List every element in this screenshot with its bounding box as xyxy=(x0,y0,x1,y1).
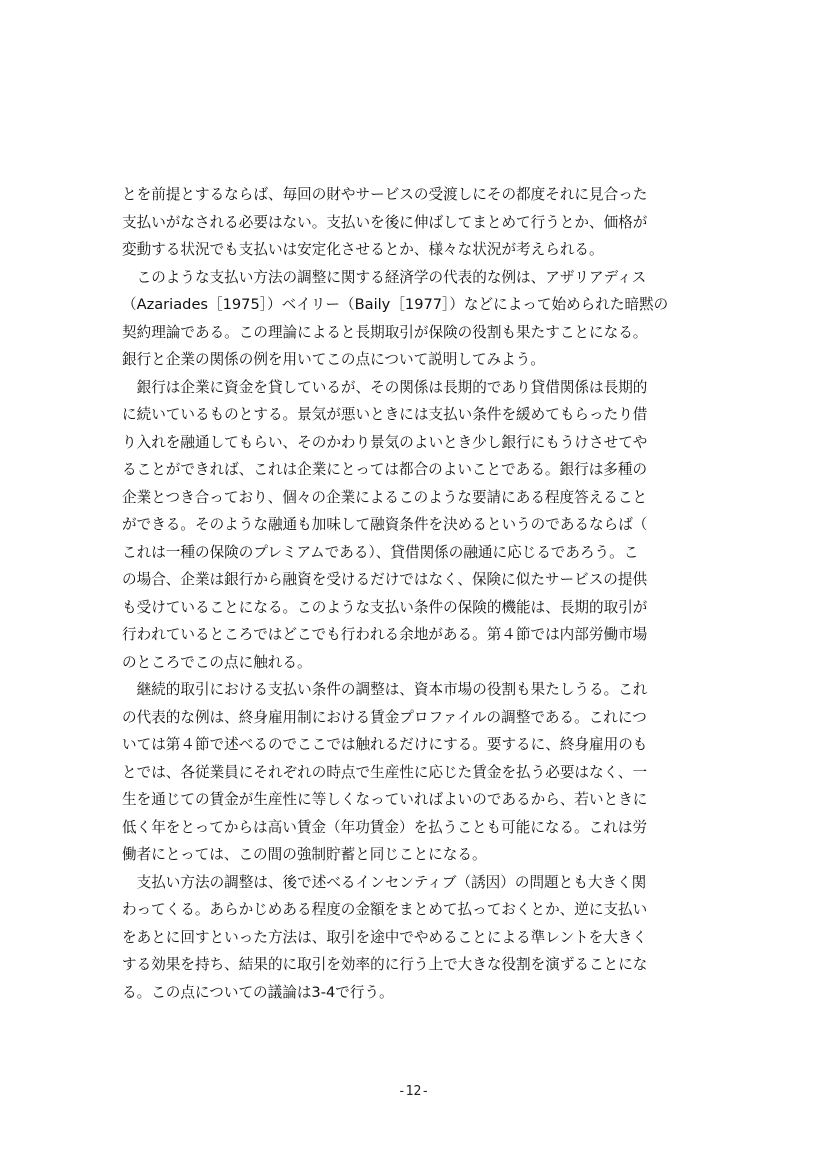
text-line: 働者にとっては、この間の強制貯蓄と同じことになる。 xyxy=(122,846,487,863)
text-line: とでは、各従業員にそれぞれの時点で生産性に応じた賃金を払う必要はなく、一 xyxy=(122,763,648,781)
text-line: このような支払い方法の調整に関する経済学の代表的な例は、アザリアディス xyxy=(122,268,647,286)
text-line: も受けていることになる。このような支払い条件の保険的機能は、長期的取引が xyxy=(122,598,648,616)
text-line: （Azariades［1975］）ベイリー（Baily［1977］）などによって始められた暗黙の xyxy=(122,296,669,313)
text-line: 変動する状況でも支払いは安定化させるとか、様々な状況が考えられる。 xyxy=(122,241,604,258)
text-line: る。この点についての議論は3-4で行う。 xyxy=(122,983,394,1001)
text-line: 支払いがなされる必要はない。支払いを後に伸ばしてまとめて行うとか、価格が xyxy=(122,213,648,231)
text-line: 支払い方法の調整は、後で述べるインセンティブ（誘因）の問題とも大きく関 xyxy=(122,873,647,891)
text-line: ができる。そのような融通も加味して融資条件を決めるというのであるならば（ xyxy=(122,516,648,533)
text-line: の代表的な例は、終身雇用制における賃金プロファイルの調整である。これにつ xyxy=(122,708,647,726)
text-line: 銀行と企業の関係の例を用いてこの点について説明してみよう。 xyxy=(122,351,545,368)
body-text xyxy=(122,181,722,1006)
text-line: 銀行は企業に資金を貸しているが、その関係は長期的であり貸借関係は長期的 xyxy=(122,378,648,396)
text-line: 生を通じての賃金が生産性に等しくなっていればよいのであるから、若いときに xyxy=(122,791,648,808)
text-line: ることができれば、これは企業にとっては都合のよいことである。銀行は多種の xyxy=(122,461,648,478)
text-line: に続いているものとする。景気が悪いときには支払い条件を緩めてもらったり借 xyxy=(122,406,648,423)
text-line: これは一種の保険のプレミアムである）、貸借関係の融通に応じるであろう。こ xyxy=(122,543,639,561)
page-number: -12- xyxy=(397,1084,430,1099)
text-line: をあとに回すといった方法は、取引を途中でやめることによる準レントを大きく xyxy=(122,928,648,946)
text-line: 契約理論である。この理論によると長期取引が保険の役割も果たすことになる。 xyxy=(122,323,648,341)
text-line: わってくる。あらかじめある程度の金額をまとめて払っておくとか、逆に支払い xyxy=(122,901,648,918)
text-line: 低く年をとってからは高い賃金（年功賃金）を払うことも可能になる。これは労 xyxy=(122,818,648,836)
text-line: 継続的取引における支払い条件の調整は、資本市場の役割も果たしうる。これ xyxy=(122,681,648,698)
text-line: とを前提とするならば、毎回の財やサービスの受渡しにその都度それに見合った xyxy=(122,186,648,203)
text-line: 行われているところではどこでも行われる余地がある。第４節では内部労働市場 xyxy=(122,626,648,643)
text-line: のところでこの点に触れる。 xyxy=(122,653,312,671)
text-line: の場合、企業は銀行から融資を受けるだけではなく、保険に似たサービスの提供 xyxy=(122,571,648,588)
text-line: 企業とつき合っており、個々の企業によるこのような要請にある程度答えること xyxy=(122,488,648,506)
text-line: いては第４節で述べるのでここでは触れるだけにする。要するに、終身雇用のも xyxy=(122,736,648,753)
text-line: り入れを融通してもらい、そのかわり景気のよいとき少し銀行にもうけさせてや xyxy=(122,433,648,451)
text-line: する効果を持ち、結果的に取引を効率的に行う上で大きな役割を演ずることにな xyxy=(122,956,648,973)
